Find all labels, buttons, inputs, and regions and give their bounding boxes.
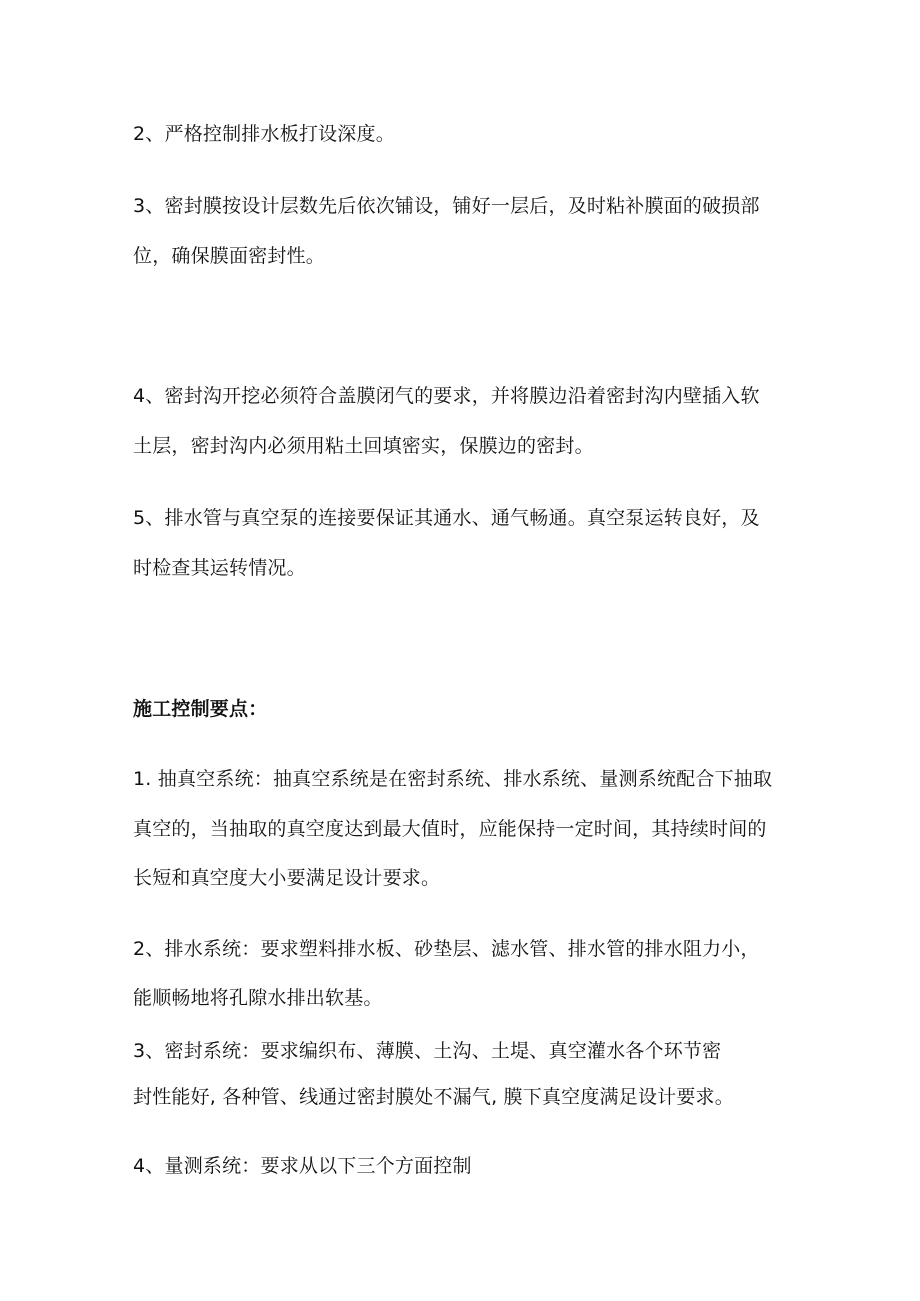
point-1-line-3: 长短和真空度大小要满足设计要求。 (133, 867, 441, 889)
point-3-line-2: 封性能好, 各种管、线通过密封膜处不漏气, 膜下真空度满足设计要求。 (133, 1086, 734, 1108)
item-3-line-1: 3、密封膜按设计层数先后依次铺设，铺好一层后，及时粘补膜面的破损部 (133, 195, 760, 217)
point-3-line-1: 3、密封系统：要求编织布、薄膜、土沟、土堤、真空灌水各个环节密 (133, 1040, 722, 1062)
point-2-line-2: 能顺畅地将孔隙水排出软基。 (133, 987, 383, 1009)
item-2-line-1: 2、严格控制排水板打设深度。 (133, 123, 395, 145)
item-3-line-2: 位，确保膜面密封性。 (133, 245, 326, 267)
point-1-line-2: 真空的，当抽取的真空度达到最大值时，应能保持一定时间，其持续时间的 (133, 818, 767, 840)
point-1-line-1: 1. 抽真空系统：抽真空系统是在密封系统、排水系统、量测系统配合下抽取 (133, 768, 773, 790)
item-5-line-2: 时检查其运转情况。 (133, 557, 306, 579)
section-heading: 施工控制要点： (133, 698, 268, 720)
point-2-line-1: 2、排水系统：要求塑料排水板、砂垫层、滤水管、排水管的排水阻力小， (133, 938, 760, 960)
item-4-line-1: 4、密封沟开挖必须符合盖膜闭气的要求，并将膜边沿着密封沟内壁插入软 (133, 385, 760, 407)
item-5-line-1: 5、排水管与真空泵的连接要保证其通水、通气畅通。真空泵运转良好，及 (133, 507, 760, 529)
item-4-line-2: 土层，密封沟内必须用粘土回填密实，保膜边的密封。 (133, 435, 594, 457)
point-4-line-1: 4、量测系统：要求从以下三个方面控制 (133, 1155, 472, 1177)
